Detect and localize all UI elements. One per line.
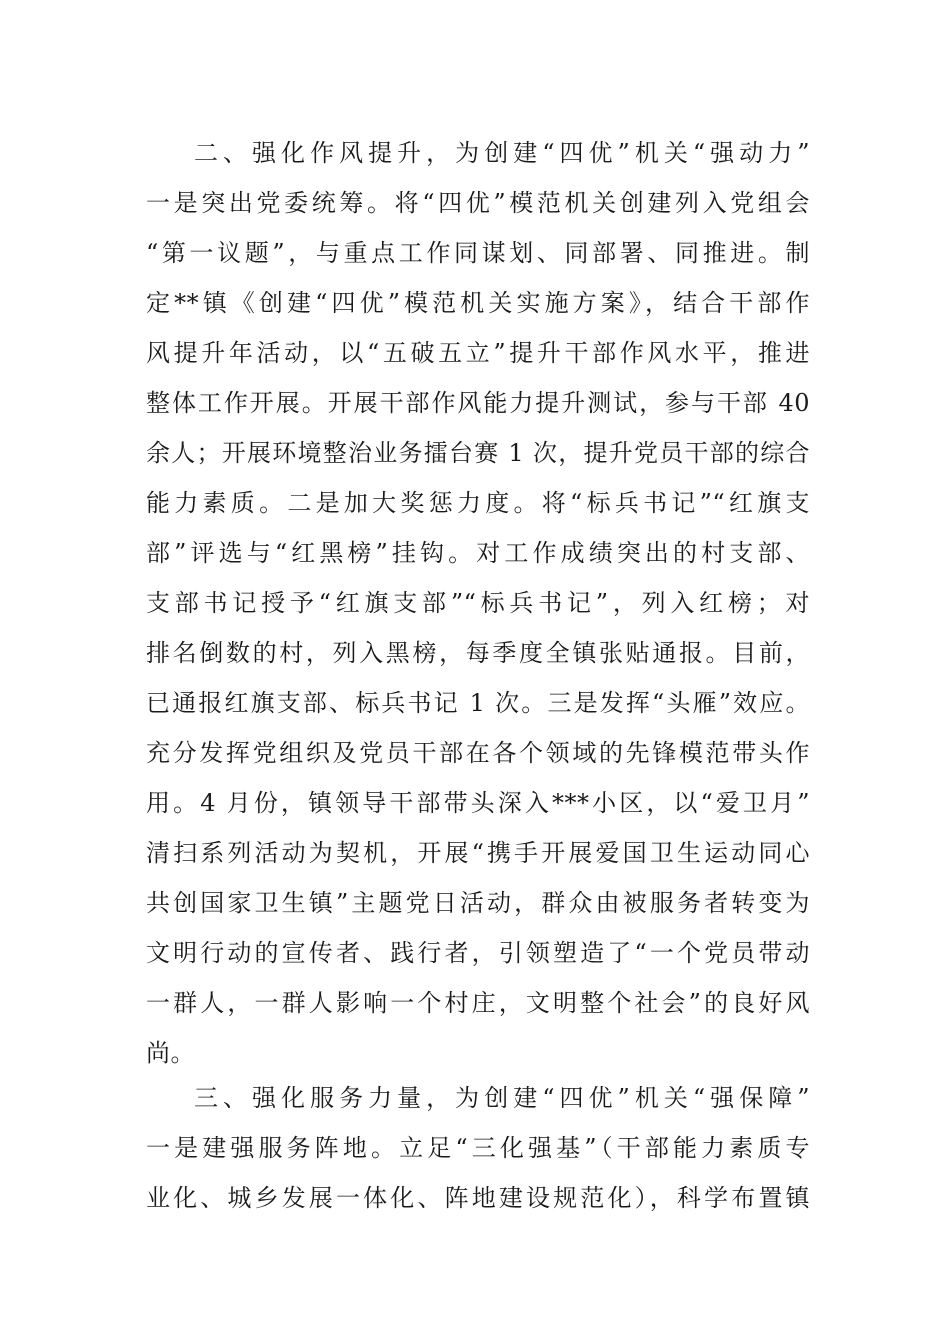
paragraph-line: 充分发挥党组织及党员干部在各个领域的先锋模范带头作 [146, 739, 810, 767]
section-two-heading: 二、强化作风提升，为创建“四优”机关“强动力” [194, 139, 810, 167]
paragraph-line: 业化、城乡发展一体化、阵地建设规范化），科学布置镇 [146, 1184, 810, 1212]
paragraph-line: 整体工作开展。开展干部作风能力提升测试，参与干部 40 [146, 389, 810, 417]
paragraph-line: 用。4 月份，镇领导干部带头深入***小区，以“爱卫月” [146, 789, 810, 817]
section-two [146, 128, 810, 1078]
paragraph-line: 风提升年活动，以“五破五立”提升干部作风水平，推进 [146, 339, 810, 367]
paragraph-line: “第一议题”，与重点工作同谋划、同部署、同推进。制 [146, 239, 810, 267]
paragraph-line: 一是突出党委统筹。将“四优”模范机关创建列入党组会 [146, 189, 810, 217]
paragraph-line: 定**镇《创建“四优”模范机关实施方案》，结合干部作 [146, 289, 810, 317]
paragraph-line: 排名倒数的村，列入黑榜，每季度全镇张贴通报。目前， [146, 639, 810, 667]
paragraph-line: 能力素质。二是加大奖惩力度。将“标兵书记”“红旗支 [146, 489, 810, 517]
section-three [146, 1073, 810, 1223]
paragraph-line: 尚。 [146, 1039, 195, 1067]
paragraph-line: 清扫系列活动为契机，开展“携手开展爱国卫生运动同心 [146, 839, 810, 867]
paragraph-line: 已通报红旗支部、标兵书记 1 次。三是发挥“头雁”效应。 [146, 689, 810, 717]
paragraph-line: 文明行动的宣传者、践行者，引领塑造了“一个党员带动 [146, 939, 810, 967]
paragraph-line: 一群人，一群人影响一个村庄，文明整个社会”的良好风 [146, 989, 810, 1017]
paragraph-line: 部”评选与“红黑榜”挂钩。对工作成绩突出的村支部、 [146, 539, 810, 567]
section-three-heading: 三、强化服务力量，为创建“四优”机关“强保障” [194, 1084, 810, 1112]
paragraph-line: 余人；开展环境整治业务擂台赛 1 次，提升党员干部的综合 [146, 439, 810, 467]
paragraph-line: 一是建强服务阵地。立足“三化强基”（干部能力素质专 [146, 1134, 810, 1162]
paragraph-line: 共创国家卫生镇”主题党日活动，群众由被服务者转变为 [146, 889, 810, 917]
paragraph-line: 支部书记授予“红旗支部”“标兵书记”，列入红榜；对 [146, 589, 810, 617]
